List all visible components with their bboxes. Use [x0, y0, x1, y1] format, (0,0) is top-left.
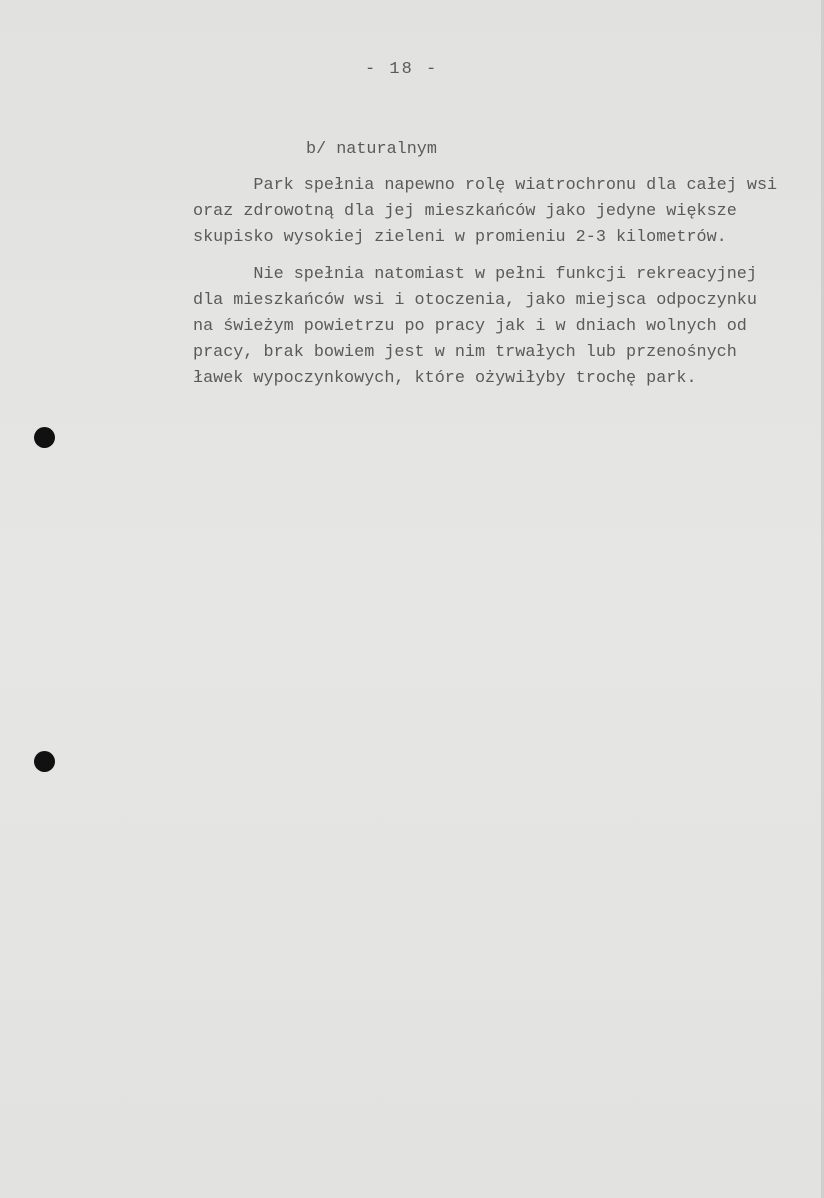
text-line: dla mieszkańców wsi i otoczenia, jako miejsca odpoczynku — [193, 291, 757, 310]
text-line: ławek wypoczynkowych, które ożywiłyby trochę park. — [193, 369, 697, 388]
punch-hole — [34, 427, 55, 448]
text-line: skupisko wysokiej zieleni w promieniu 2-3 kilometrów. — [193, 228, 727, 247]
text-line: Nie spełnia natomiast w pełni funkcji rekreacyjnej — [193, 265, 757, 284]
text-line: oraz zdrowotną dla jej mieszkańców jako jedyne większe — [193, 202, 737, 221]
section-heading: b/ naturalnym — [306, 140, 437, 159]
text-line: pracy, brak bowiem jest w nim trwałych lub przenośnych — [193, 343, 737, 362]
punch-hole — [34, 751, 55, 772]
page-number: - 18 - — [365, 60, 439, 79]
text-line: na świeżym powietrzu po pracy jak i w dniach wolnych od — [193, 317, 747, 336]
text-line: Park spełnia napewno rolę wiatrochronu dla całej wsi — [193, 176, 778, 195]
